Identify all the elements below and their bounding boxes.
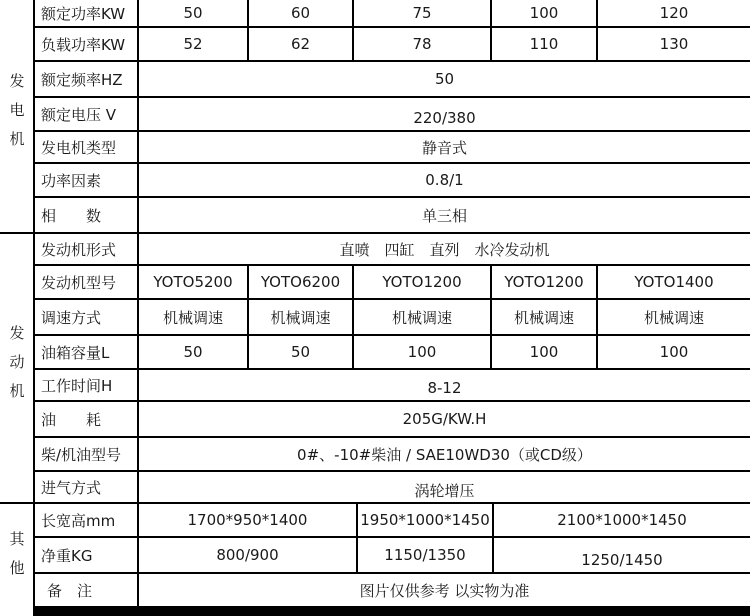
section-label: 其他 (7, 531, 26, 589)
table-cell: 50 (139, 0, 247, 26)
table-cell: 机械调速 (249, 300, 352, 334)
row-label: 发电机类型 (35, 132, 137, 162)
row-label: 功率因素 (35, 164, 137, 196)
table-cell: 0.8/1 (139, 164, 750, 196)
section-engine (0, 234, 33, 502)
table-cell: YOTO5200 (139, 266, 247, 298)
table-cell: 机械调速 (598, 300, 750, 334)
table-cell: 100 (492, 0, 596, 26)
row-label: 柴/机油型号 (35, 438, 137, 470)
row-label: 调速方式 (35, 300, 137, 334)
row-label: 发动机型号 (35, 266, 137, 298)
section-other (0, 504, 33, 616)
table-cell: 图片仅供参考 以实物为准 (139, 574, 750, 606)
table-cell: 62 (249, 28, 352, 60)
table-cell: 110 (492, 28, 596, 60)
row-label: 额定频率HZ (35, 62, 137, 96)
table-cell: 0#、-10#柴油 / SAE10WD30（或CD级） (139, 438, 750, 470)
table-cell: 100 (354, 336, 490, 368)
table-cell: 8-12 (139, 370, 750, 400)
section-label: 发动机 (7, 324, 26, 412)
table-cell: 50 (249, 336, 352, 368)
row-label: 额定功率KW (35, 0, 137, 26)
table-cell: 1700*950*1400 (139, 504, 356, 536)
table-cell: 50 (139, 62, 750, 96)
table-cell: 机械调速 (139, 300, 247, 334)
table-cell: YOTO1200 (354, 266, 490, 298)
table-cell: 120 (598, 0, 750, 26)
row-label: 备 注 (35, 574, 137, 606)
table-cell: 涡轮增压 (139, 472, 750, 502)
table-cell: 75 (354, 0, 490, 26)
table-cell: 78 (354, 28, 490, 60)
table-cell: 205G/KW.H (139, 402, 750, 436)
row-label: 油箱容量L (35, 336, 137, 368)
table-cell: 静音式 (139, 132, 750, 162)
section-label: 发电机 (7, 72, 26, 160)
table-cell: YOTO6200 (249, 266, 352, 298)
table-cell: 800/900 (139, 538, 356, 572)
row-label: 工作时间H (35, 370, 137, 400)
table-cell: 60 (249, 0, 352, 26)
table-cell: 100 (492, 336, 596, 368)
table-cell: 50 (139, 336, 247, 368)
table-cell: 220/380 (139, 98, 750, 130)
table-cell: 2100*1000*1450 (494, 504, 750, 536)
table-cell: 1250/1450 (494, 538, 750, 572)
table-cell: 1150/1350 (358, 538, 492, 572)
table-cell: YOTO1400 (598, 266, 750, 298)
table-cell: 机械调速 (492, 300, 596, 334)
table-cell: 直喷 四缸 直列 水冷发动机 (139, 234, 750, 264)
row-label: 进气方式 (35, 472, 137, 502)
row-label: 负载功率KW (35, 28, 137, 60)
row-label: 发动机形式 (35, 234, 137, 264)
row-label: 长宽高mm (35, 504, 137, 536)
table-cell: 机械调速 (354, 300, 490, 334)
row-label: 相 数 (35, 198, 137, 232)
table-cell: 100 (598, 336, 750, 368)
table-cell: 1950*1000*1450 (358, 504, 492, 536)
row-label: 额定电压 V (35, 98, 137, 130)
row-label: 油 耗 (35, 402, 137, 436)
table-cell: YOTO1200 (492, 266, 596, 298)
row-label: 净重KG (35, 538, 137, 572)
table-cell: 单三相 (139, 198, 750, 232)
table-cell: 130 (598, 28, 750, 60)
table-cell: 52 (139, 28, 247, 60)
section-generator (0, 0, 33, 232)
